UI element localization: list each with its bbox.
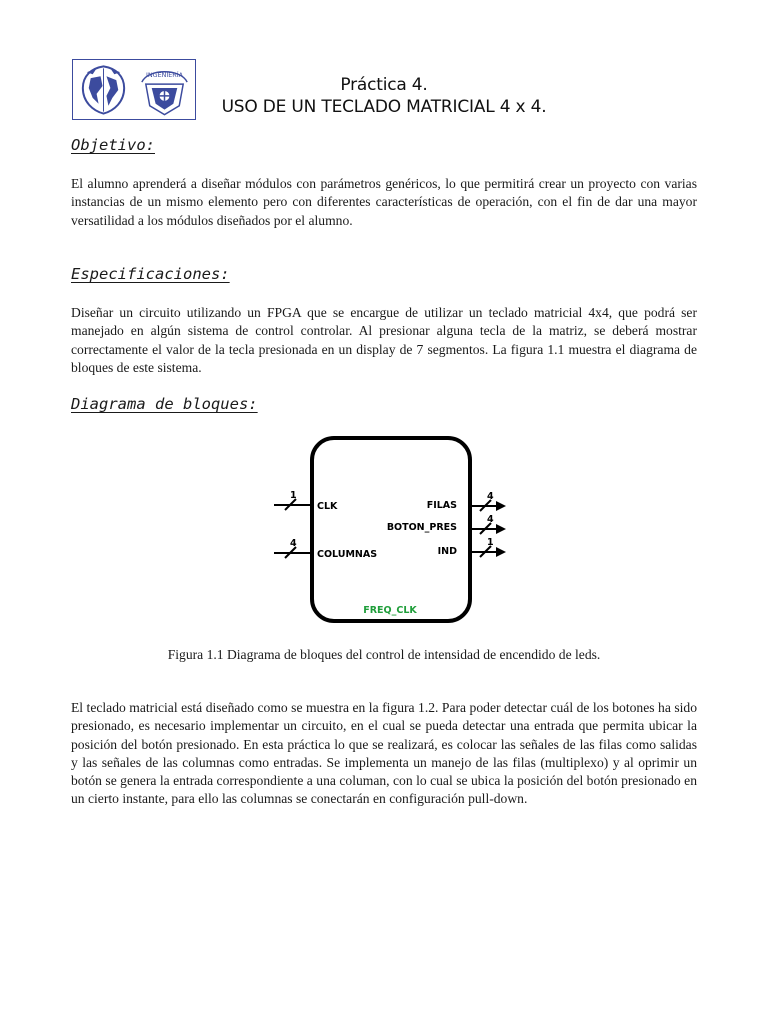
unam-crest-icon <box>73 60 134 119</box>
boton-pres-width-label: 4 <box>487 514 494 525</box>
filas-port-label: FILAS <box>426 500 457 511</box>
filas-width-label: 4 <box>487 491 494 502</box>
ind-width-label: 1 <box>487 537 494 548</box>
especificaciones-heading: Especificaciones: <box>71 265 230 283</box>
figure-caption: Figura 1.1 Diagrama de bloques del control de intensidad de encendido de leds. <box>167 647 601 662</box>
ind-arrowhead <box>496 547 506 557</box>
diagrama-heading: Diagrama de bloques: <box>71 395 258 413</box>
clk-width-label: 1 <box>290 490 297 501</box>
columnas-width-label: 4 <box>290 538 297 549</box>
title-line-1: Práctica 4. <box>340 75 428 95</box>
objetivo-paragraph: El alumno aprenderá a diseñar módulos con parámetros genéricos, lo que permitirá crear un proyecto con varias instancias de un mismo elemento pero con diferentes características de operación, con el fin de dar una mayor versatilidad a los módulos diseñados por el alumno. <box>71 176 697 228</box>
block-diagram <box>260 430 510 630</box>
logo-strip <box>72 59 196 120</box>
teclado-paragraph: El teclado matricial está diseñado como se muestra en la figura 1.2. Para poder detectar cuál de los botones ha sido presionado, es necesario implementar un circuito, en el cual se pueda detectar una entrada que permita ubicar la posición del botón presionado. En esta práctica lo que se realizará, es colocar las señales de las filas como salidas y las señales de las columnas como entradas. Se implementa un manejo de las filas (multiplexo) y al oprimir un botón se genera la entrada correspondiente a una columan, con lo cual se ubica la posición del botón presionado en un cierto instante, para ello las columnas se conectarán en configuración pull-down. <box>71 700 697 807</box>
columnas-port-label: COLUMNAS <box>317 549 378 560</box>
title-line-2: USO DE UN TECLADO MATRICIAL 4 x 4. <box>221 97 547 117</box>
clk-port-label: CLK <box>317 501 338 512</box>
boton-pres-port-label: BOTON_PRES <box>386 522 457 533</box>
ind-port-label: IND <box>437 546 457 557</box>
ingenieria-crest-icon <box>134 60 195 119</box>
page-title <box>196 74 572 118</box>
ingenieria-logo-text: INGENIERÍA <box>146 71 183 80</box>
filas-arrowhead <box>496 501 506 511</box>
boton-pres-arrowhead <box>496 524 506 534</box>
objetivo-heading: Objetivo: <box>71 136 155 154</box>
freq-clk-generic-label: FREQ_CLK <box>363 605 417 616</box>
especificaciones-paragraph: Diseñar un circuito utilizando un FPGA que se encargue de utilizar un teclado matricial 4x4, que podrá ser manejado en algún sistema de control controlar. Al presionar alguna tecla de la matriz, se deberá mostrar correctamente el valor de la tecla presionada en un display de 7 segmentos. La figura 1.1 muestra el diagrama de bloques de este sistema. <box>71 305 697 375</box>
